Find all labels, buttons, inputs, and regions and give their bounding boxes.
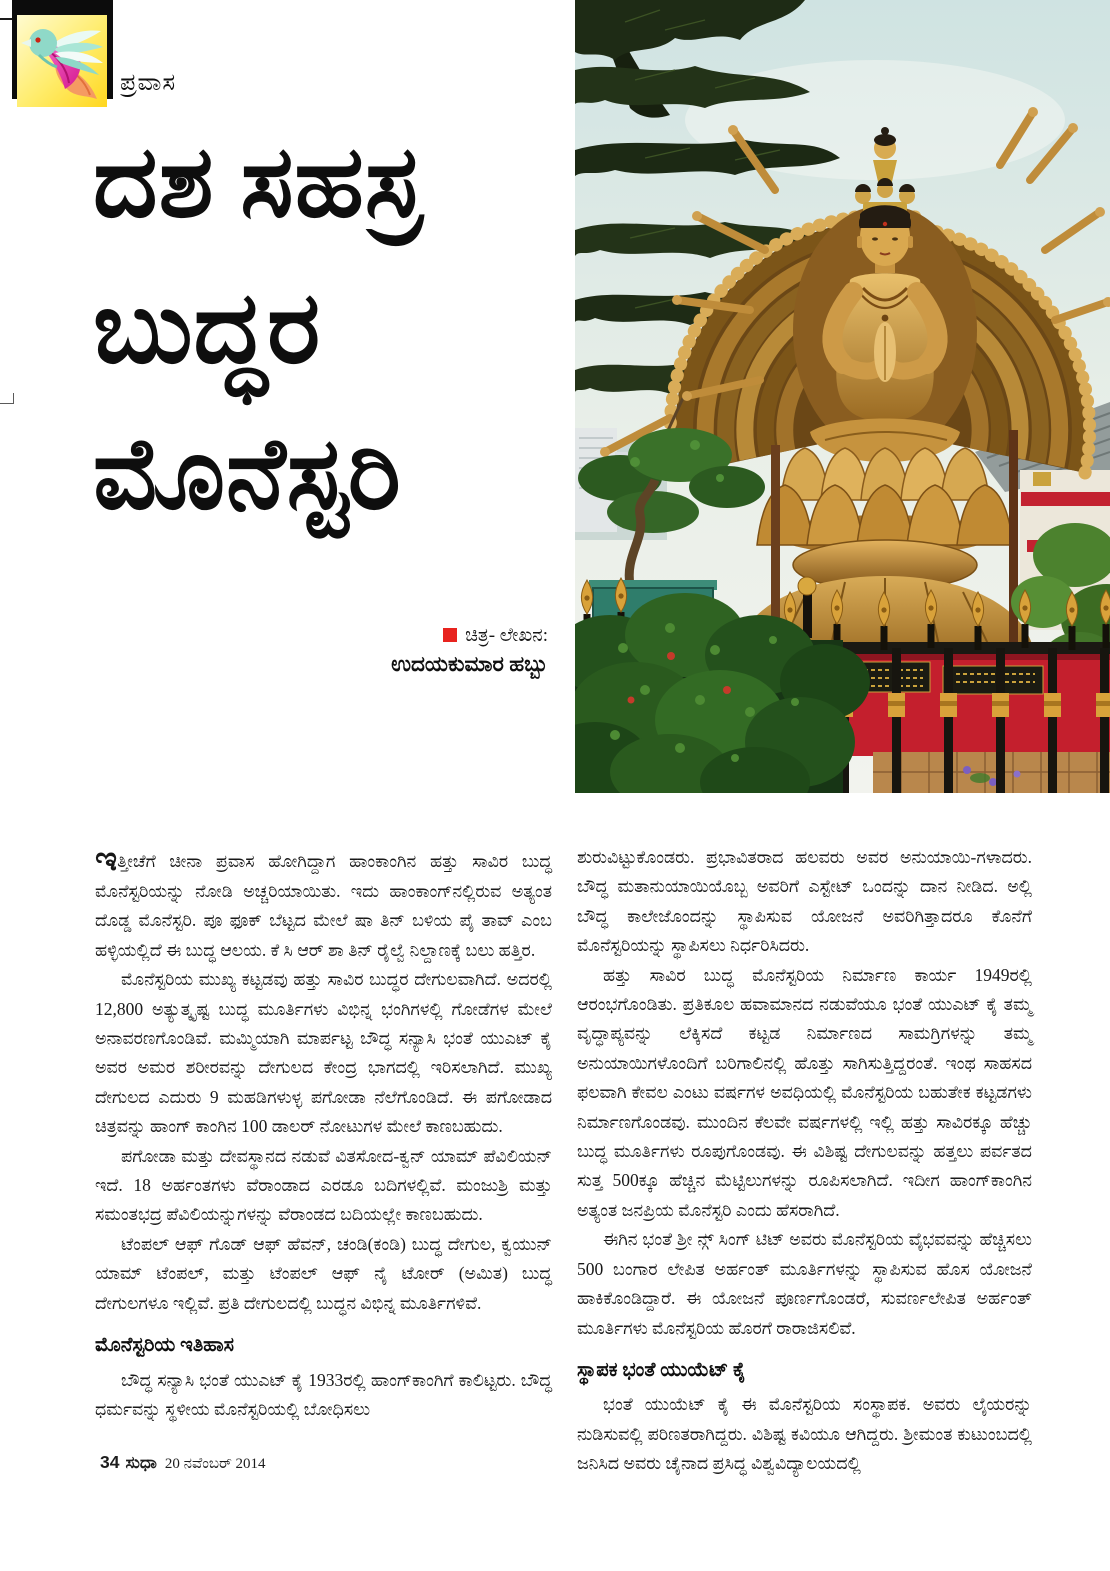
paragraph: ಪಗೋಡಾ ಮತ್ತು ದೇವಸ್ಥಾನದ ನಡುವೆ ವಿತಸೋದ-ಕ್ವನ್ ಯಾಮ್ ಪೆವಿಲಿಯನ್ ಇದೆ. 18 ಅರ್ಹಂತಗಳು ವೆರಾಂಡಾದ ಎರಡೂ ಬದಿಗಳಲ್ಲಿವೆ. ಮಂಜುಶ್ರಿ ಮತ್ತು ಸಮಂತಭದ್ರ ಪೆವಿಲಿಯನ್ನುಗಳನ್ನು ವೆರಾಂಡದ ಬದಿಯಲ್ಲೇ ಕಾಣಬಹುದು. (95, 1145, 552, 1225)
monastery-photo (575, 0, 1110, 793)
red-square-bullet (443, 628, 457, 642)
paragraph: ಶುರುವಿಟ್ಟುಕೊಂಡರು. ಪ್ರಭಾವಿತರಾದ ಹಲವರು ಅವರ ಅನುಯಾಯಿ-ಗಳಾದರು. ಬೌದ್ಧ ಮತಾನುಯಾಯಿಯೊಬ್ಬ ಅವರಿಗೆ ಎಸ್ಟೇಟ್ ಒಂದನ್ನು ದಾನ ನೀಡಿದ. ಅಲ್ಲಿ ಬೌದ್ಧ ಕಾಲೇಜೊಂದನ್ನು ಸ್ಥಾಪಿಸುವ ಯೋಜನೆ ಅವರಿಗಿತ್ತಾದರೂ ಕೊನೆಗೆ ಮೊನೆಸ್ಟರಿಯನ್ನು ಸ್ಥಾಪಿಸಲು ನಿರ್ಧರಿಸಿದರು. (577, 847, 1032, 956)
byline-author: ಉದಯಕುಮಾರ ಹಬ್ಬು (391, 652, 548, 676)
paragraph: ಹತ್ತು ಸಾವಿರ ಬುದ್ಧ ಮೊನೆಸ್ಟರಿಯ ನಿರ್ಮಾಣ ಕಾರ್ಯ 1949ರಲ್ಲಿ ಆರಂಭಗೊಂಡಿತು. ಪ್ರತಿಕೂಲ ಹವಾಮಾನದ ನಡುವೆಯೂ ಭಂತೆ ಯುಎಟ್ ಕೈ ತಮ್ಮ ವೃದ್ಧಾಪ್ಯವನ್ನು ಲೆಕ್ಕಿಸದೆ ಕಟ್ಟಡ ನಿರ್ಮಾಣದ ಸಾಮಗ್ರಿಗಳನ್ನು ತಮ್ಮ ಅನುಯಾಯಿಗಳೊಂದಿಗೆ ಬರಿಗಾಲಿನಲ್ಲಿ ಹೊತ್ತು ಸಾಗಿಸುತ್ತಿದ್ದರಂತೆ. ಇಂಥ ಸಾಹಸದ ಫಲವಾಗಿ ಕೇವಲ ಎಂಟು ವರ್ಷಗಳ ಅವಧಿಯಲ್ಲಿ ಮೊನೆಸ್ಟರಿಯ ಬಹುತೇಕ ಕಟ್ಟಡಗಳು ನಿರ್ಮಾಣಗೊಂಡವು. ಮುಂದಿನ ಕೆಲವೇ ವರ್ಷಗಳಲ್ಲಿ ಇಲ್ಲಿ ಹತ್ತು ಸಾವಿರಕ್ಕೂ ಹೆಚ್ಚು ಬುದ್ಧ ಮೂರ್ತಿಗಳು ರೂಪುಗೊಂಡವು. ಈ ವಿಶಿಷ್ಟ ದೇಗುಲವನ್ನು ಹತ್ತಲು ಪರ್ವತದ ಸುತ್ತ 500ಕ್ಕೂ ಹೆಚ್ಚಿನ ಮೆಟ್ಟಿಲುಗಳನ್ನು ರೂಪಿಸಲಾಗಿದೆ. ಇದೀಗ ಹಾಂಗ್‌ಕಾಂಗಿನ ಅತ್ಯಂತ ಜನಪ್ರಿಯ ಮೊನೆಸ್ಟರಿ ಎಂದು ಹೆಸರಾಗಿದೆ. (577, 964, 1032, 1220)
byline-label: ಚಿತ್ರ- ಲೇಖನ: (465, 625, 548, 646)
drop-cap: ಇ (95, 841, 118, 878)
paragraph: ಭಂತೆ ಯುಯೆಟ್ ಕೈ ಈ ಮೊನೆಸ್ಟರಿಯ ಸಂಸ್ಥಾಪಕ. ಅವರು ಲೈಯರನ್ನು ನುಡಿಸುವಲ್ಲಿ ಪರಿಣತರಾಗಿದ್ದರು. ವಿಶಿಷ್ಟ ಕವಿಯೂ ಆಗಿದ್ದರು. ಶ್ರೀಮಂತ ಕುಟುಂಬದಲ್ಲಿ ಜನಿಸಿದ ಅವರು ಚೈನಾದ ಪ್ರಸಿದ್ಧ ವಿಶ್ವವಿದ್ಯಾಲಯದಲ್ಲಿ (577, 1394, 1032, 1474)
crop-mark-left (0, 393, 14, 404)
byline-label-row (290, 625, 548, 647)
paragraph: ಮೊನೆಸ್ಟರಿಯ ಮುಖ್ಯ ಕಟ್ಟಡವು ಹತ್ತು ಸಾವಿರ ಬುದ್ಧರ ದೇಗುಲವಾಗಿದೆ. ಅದರಲ್ಲಿ 12,800 ಅತ್ಯುತ್ಕೃಷ್ಟ ಬುದ್ಧ ಮೂರ್ತಿಗಳು ವಿಭಿನ್ನ ಭಂಗಿಗಳಲ್ಲಿ ಗೋಡೆಗಳ ಮೇಲೆ ಅನಾವರಣಗೊಂಡಿವೆ. ಮಮ್ಮಿಯಾಗಿ ಮಾರ್ಪಟ್ಟ ಬೌದ್ಧ ಸನ್ಯಾಸಿ ಭಂತೆ ಯುಎಟ್ ಕೈ ಅವರ ಅಮರ ಶರೀರವನ್ನು ದೇಗುಲದ ಕೇಂದ್ರ ಭಾಗದಲ್ಲಿ ಇರಿಸಲಾಗಿದೆ. ಮುಖ್ಯ ದೇಗುಲದ ಎದುರು 9 ಮಹಡಿಗಳುಳ್ಳ ಪಗೋಡಾ ನೆಲೆಗೊಂಡಿದೆ. ಈ ಪಗೋಡಾದ ಚಿತ್ರವನ್ನು ಹಾಂಗ್ ಕಾಂಗಿನ 100 ಡಾಲರ್ ನೋಟುಗಳ ಮೇಲೆ ಕಾಣಬಹುದು. (95, 969, 552, 1137)
subheading-history: ಮೊನೆಸ್ಟರಿಯ ಇತಿಹಾಸ (95, 1335, 234, 1357)
title-line-1: ದಶ ಸಹಸ್ರ (93, 127, 424, 238)
article-title (93, 110, 573, 548)
page-footer (100, 1452, 266, 1473)
magazine-name: ಸುಧಾ (125, 1453, 157, 1472)
body-column-right (577, 843, 1032, 1479)
paragraph: ಟೆಂಪಲ್ ಆಫ್ ಗೊಡ್ ಆಫ್ ಹೆವನ್, ಚಂಡಿ(ಕಂಡಿ) ಬುದ್ಧ ದೇಗುಲ, ಕ್ವಯುನ್ ಯಾಮ್ ಟೆಂಪಲ್, ಮತ್ತು ಟೆಂಪಲ್ ಆಫ್ ನೈ ಟೋರ್ (ಅಮಿತ) ಬುದ್ಧ ದೇಗುಲಗಳೂ ಇಲ್ಲಿವೆ. ಪ್ರತಿ ದೇಗುಲದಲ್ಲಿ ಬುದ್ಧನ ವಿಭಿನ್ನ ಮೂರ್ತಿಗಳಿವೆ. (95, 1233, 552, 1313)
title-line-2: ಬುದ್ಧರ (93, 273, 322, 384)
brick-path (873, 752, 1110, 793)
paragraph: ಈಗಿನ ಭಂತೆ ಶ್ರೀ ನ್ಗ್ ಸಿಂಗ್ ಟಿಟ್ ಅವರು ಮೊನೆಸ್ಟರಿಯ ವೈಭವವನ್ನು ಹೆಚ್ಚಿಸಲು 500 ಬಂಗಾರ ಲೇಪಿತ ಅರ್ಹಂತ್ ಮೂರ್ತಿಗಳನ್ನು ಸ್ಥಾಪಿಸುವ ಹೊಸ ಯೋಜನೆ ಹಾಕಿಕೊಂಡಿದ್ದಾರೆ. ಈ ಯೋಜನೆ ಪೂರ್ಣಗೊಂಡರೆ, ಸುವರ್ಣಲೇಪಿತ ಅರ್ಹಂತ್ ಮೂರ್ತಿಗಳು ಮೊನೆಸ್ಟರಿಯ ಹೊರಗೆ ರಾರಾಜಿಸಲಿವೆ. (577, 1229, 1032, 1338)
subheading-founder: ಸ್ಥಾಪಕ ಭಂತೆ ಯುಯೆಟ್ ಕೈ (577, 1359, 746, 1381)
paragraph: ಇತ್ತೀಚೆಗೆ ಚೀನಾ ಪ್ರವಾಸ ಹೋಗಿದ್ದಾಗ ಹಾಂಕಾಂಗಿನ ಹತ್ತು ಸಾವಿರ ಬುದ್ಧ ಮೊನೆಸ್ಟರಿಯನ್ನು ನೋಡಿ ಅಚ್ಚರಿಯಾಯಿತು. ಇದು ಹಾಂಕಾಂಗ್‌ನಲ್ಲಿರುವ ಅತ್ಯಂತ ದೊಡ್ಡ ಮೊನೆಸ್ಟರಿ. ಪೂ ಫೂಕ್ ಬೆಟ್ಟದ ಮೇಲೆ ಷಾ ತಿನ್ ಬಳಿಯ ಪೈ ತಾವ್ ಎಂಬ ಹಳ್ಳಿಯಲ್ಲಿದೆ ಈ ಬುದ್ಧ ಆಲಯ. ಕೆ ಸಿ ಆರ್ ಶಾ ತಿನ್ ರೈಲ್ವೆ ನಿಲ್ದಾಣಕ್ಕೆ ಬಲು ಹತ್ತಿರ. (95, 841, 552, 960)
section-label: ಪ್ರವಾಸ (120, 70, 177, 96)
support-pole-right (1009, 430, 1018, 670)
bird-logo (17, 15, 107, 107)
byline (290, 625, 548, 677)
title-line-3: ಮೊನೆಸ್ಟರಿ (93, 419, 402, 530)
page-number: 34 (100, 1452, 120, 1472)
paragraph: ಬೌದ್ಧ ಸನ್ಯಾಸಿ ಭಂತೆ ಯುಎಟ್ ಕೈ 1933ರಲ್ಲಿ ಹಾಂಗ್‌ಕಾಂಗಿಗೆ ಕಾಲಿಟ್ಟರು. ಬೌದ್ಧ ಧರ್ಮವನ್ನು ಸ್ಥಳೀಯ ಮೊನೆಸ್ಟರಿಯಲ್ಲಿ ಬೋಧಿಸಲು (95, 1369, 552, 1419)
body-column-left (95, 843, 552, 1424)
issue-date: 20 ನವೆಂಬರ್ 2014 (164, 1456, 266, 1472)
